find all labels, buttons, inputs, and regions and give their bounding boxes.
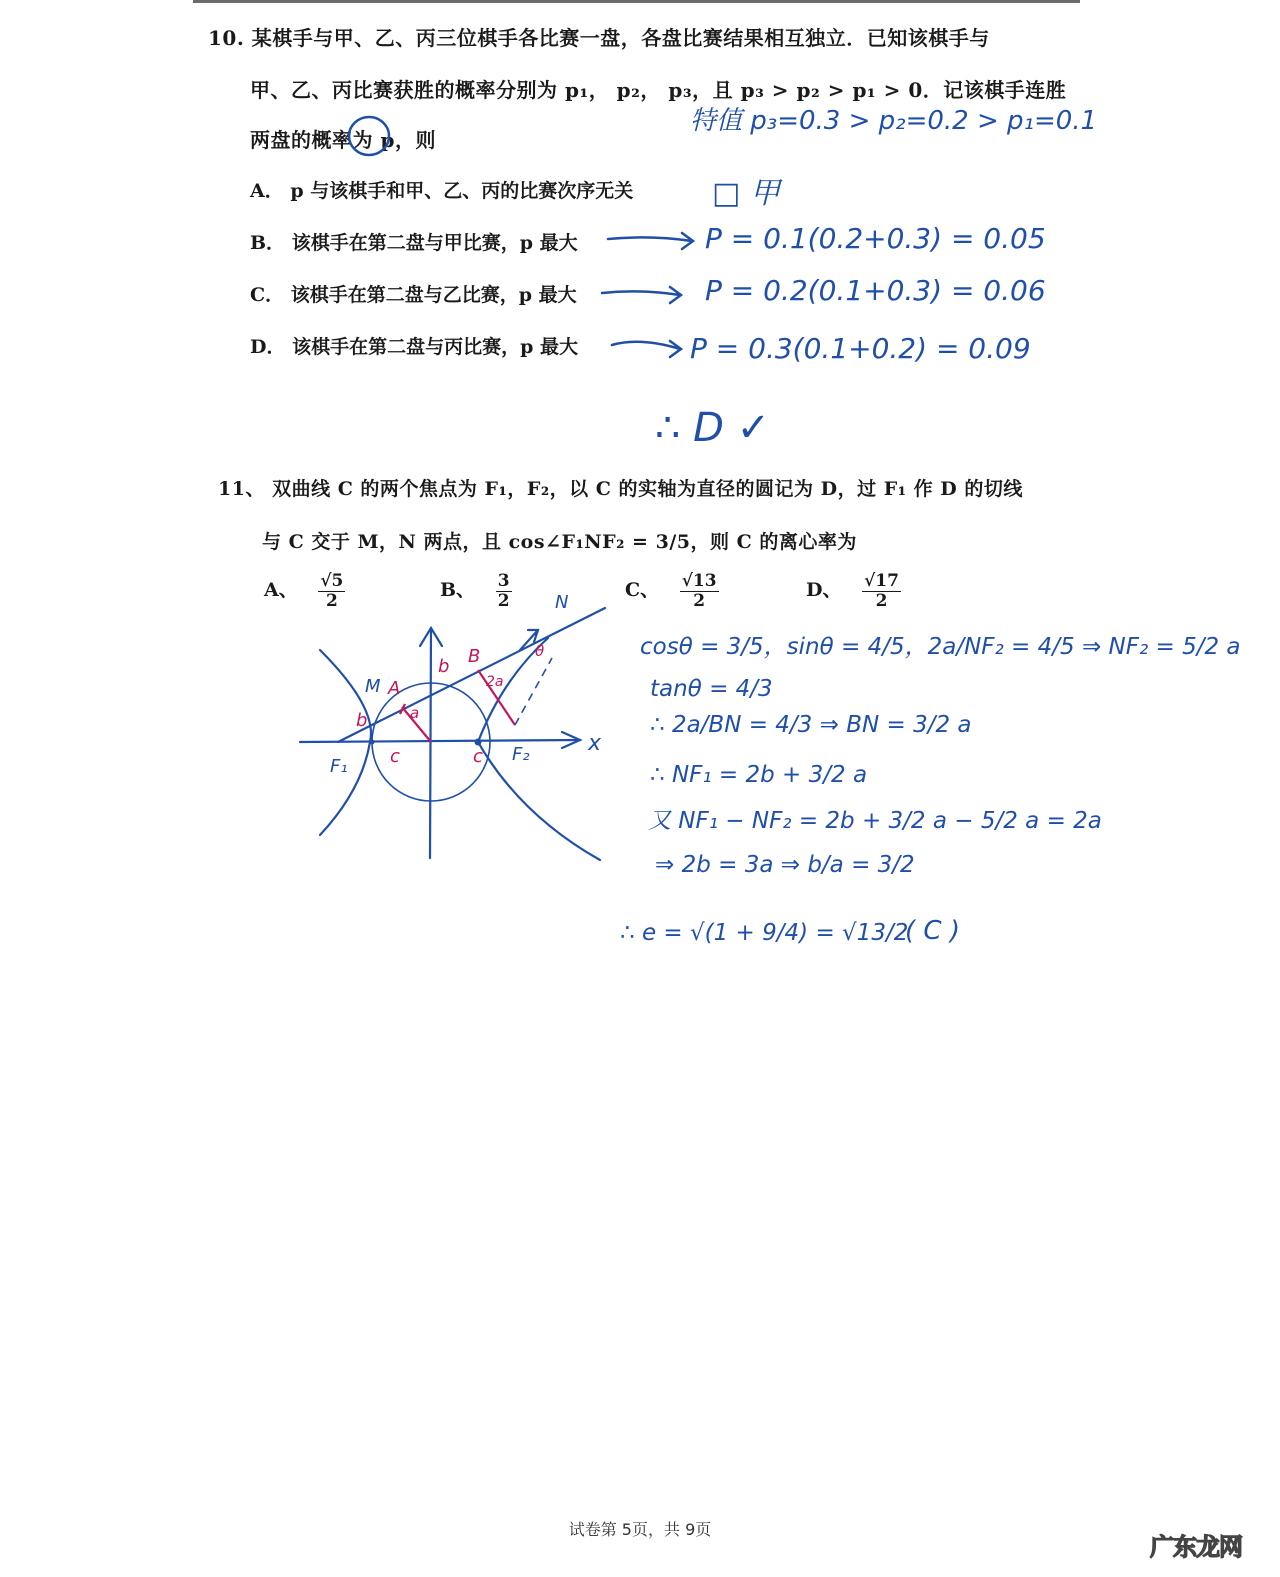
- label-c-left: c: [390, 746, 400, 767]
- arrow-icon: [600, 225, 700, 365]
- hw-q11-answer: ( C ): [905, 916, 960, 946]
- label-x: x: [588, 731, 602, 756]
- hw-q11-line5: 又 NF₁ − NF₂ = 2b + 3/2 a − 5/2 a = 2a: [648, 808, 1102, 834]
- label-a-point: A: [388, 678, 401, 699]
- option-label: A．: [250, 180, 284, 202]
- label-2a: 2a: [486, 674, 504, 690]
- y-axis: [430, 628, 431, 858]
- option-text: 该棋手在第二盘与丙比赛，p 最大: [292, 336, 579, 358]
- q10-line1: [208, 22, 990, 51]
- q11-option-d: [806, 572, 901, 610]
- numerator: 3: [497, 571, 510, 591]
- option-fraction: [680, 572, 719, 610]
- watermark-logo: 广东龙网: [1150, 1533, 1242, 1561]
- q10-option-a: [250, 176, 633, 203]
- numerator: √17: [864, 571, 899, 591]
- q10-stem-line2: 甲、乙、丙比赛获胜的概率分别为 p₁， p₂， p₃，且 p₃ > p₂ > p₁ > 0．记该棋手连胜: [250, 78, 1067, 102]
- q11-stem-line2: 与 C 交于 M，N 两点，且 cos∠F₁NF₂ = 3/5，则 C 的离心率为: [262, 531, 857, 553]
- label-m: M: [365, 676, 381, 697]
- numerator: √5: [320, 571, 344, 591]
- q10-option-c: [250, 280, 577, 307]
- q11-option-c: [625, 572, 719, 610]
- q11-stem-line1: 双曲线 C 的两个焦点为 F₁，F₂，以 C 的实轴为直径的圆记为 D，过 F₁ 作 D 的切线: [272, 478, 1023, 500]
- hw-q11-line1: cosθ = 3/5，sinθ = 4/5，2a/NF₂ = 4/5 ⇒ NF₂ = 5/2 a: [640, 634, 1241, 660]
- denominator: 2: [693, 590, 706, 611]
- label-f1: F₁: [330, 756, 348, 777]
- numerator: √13: [681, 571, 717, 591]
- hw-q11-line3: ∴ 2a/BN = 4/3 ⇒ BN = 3/2 a: [650, 712, 972, 738]
- label-a: a: [410, 704, 420, 722]
- q11-number: 11、: [218, 478, 265, 500]
- hyperbola-diagram: [290, 590, 620, 870]
- denominator: 2: [497, 590, 510, 611]
- label-b-point: B: [468, 646, 481, 667]
- denominator: 2: [875, 590, 888, 611]
- hw-calc-d: P = 0.3(0.1+0.2) = 0.09: [690, 332, 1031, 365]
- option-label: C、: [625, 579, 660, 602]
- hw-q11-line4: ∴ NF₁ = 2b + 3/2 a: [650, 762, 868, 788]
- hw-answer-d: ∴ D ✓: [655, 405, 771, 451]
- q10-stem-line1: 某棋手与甲、乙、丙三位棋手各比赛一盘，各盘比赛结果相互独立．已知该棋手与: [251, 26, 990, 50]
- label-c-right: c: [473, 746, 483, 767]
- page-footer: 试卷第 5页，共 9页: [568, 1520, 712, 1539]
- option-text: 该棋手在第二盘与乙比赛，p 最大: [290, 284, 577, 306]
- option-fraction: [862, 572, 901, 610]
- option-label: D、: [806, 579, 842, 602]
- option-text: 该棋手在第二盘与甲比赛，p 最大: [291, 232, 578, 254]
- hw-special-values: 特值 p₃=0.3 > p₂=0.2 > p₁=0.1: [690, 106, 1098, 136]
- hw-q11-line2: tanθ = 4/3: [650, 676, 773, 702]
- q10-stem-line3: 两盘的概率为 p，则: [250, 128, 436, 152]
- denominator: 2: [325, 590, 338, 611]
- option-label: A、: [264, 579, 298, 602]
- hw-calc-b: P = 0.1(0.2+0.3) = 0.05: [705, 222, 1046, 255]
- option-label: B、: [440, 579, 476, 602]
- label-b-top: b: [438, 656, 450, 677]
- option-label: D．: [250, 336, 286, 358]
- option-text: p 与该棋手和甲、乙、丙的比赛次序无关: [290, 180, 634, 202]
- hw-box-note: □ 甲: [712, 176, 780, 211]
- q10-option-b: [250, 228, 578, 255]
- option-label: B．: [250, 232, 286, 254]
- label-n: N: [555, 592, 569, 613]
- label-b-left: b: [356, 710, 368, 731]
- q10-number: 10.: [208, 26, 245, 50]
- hw-q11-line7: ∴ e = √(1 + 9/4) = √13/2: [620, 920, 909, 946]
- circle-annotation-icon: [345, 112, 395, 160]
- hw-calc-c: P = 0.2(0.1+0.3) = 0.06: [705, 274, 1046, 307]
- q11-line1: [218, 474, 1023, 501]
- label-theta: θ: [535, 642, 545, 660]
- q10-option-d: [250, 332, 578, 359]
- label-f2: F₂: [512, 744, 530, 765]
- page-top-border: [193, 0, 1080, 3]
- option-label: C．: [250, 284, 285, 306]
- hw-q11-line6: ⇒ 2b = 3a ⇒ b/a = 3/2: [655, 852, 915, 878]
